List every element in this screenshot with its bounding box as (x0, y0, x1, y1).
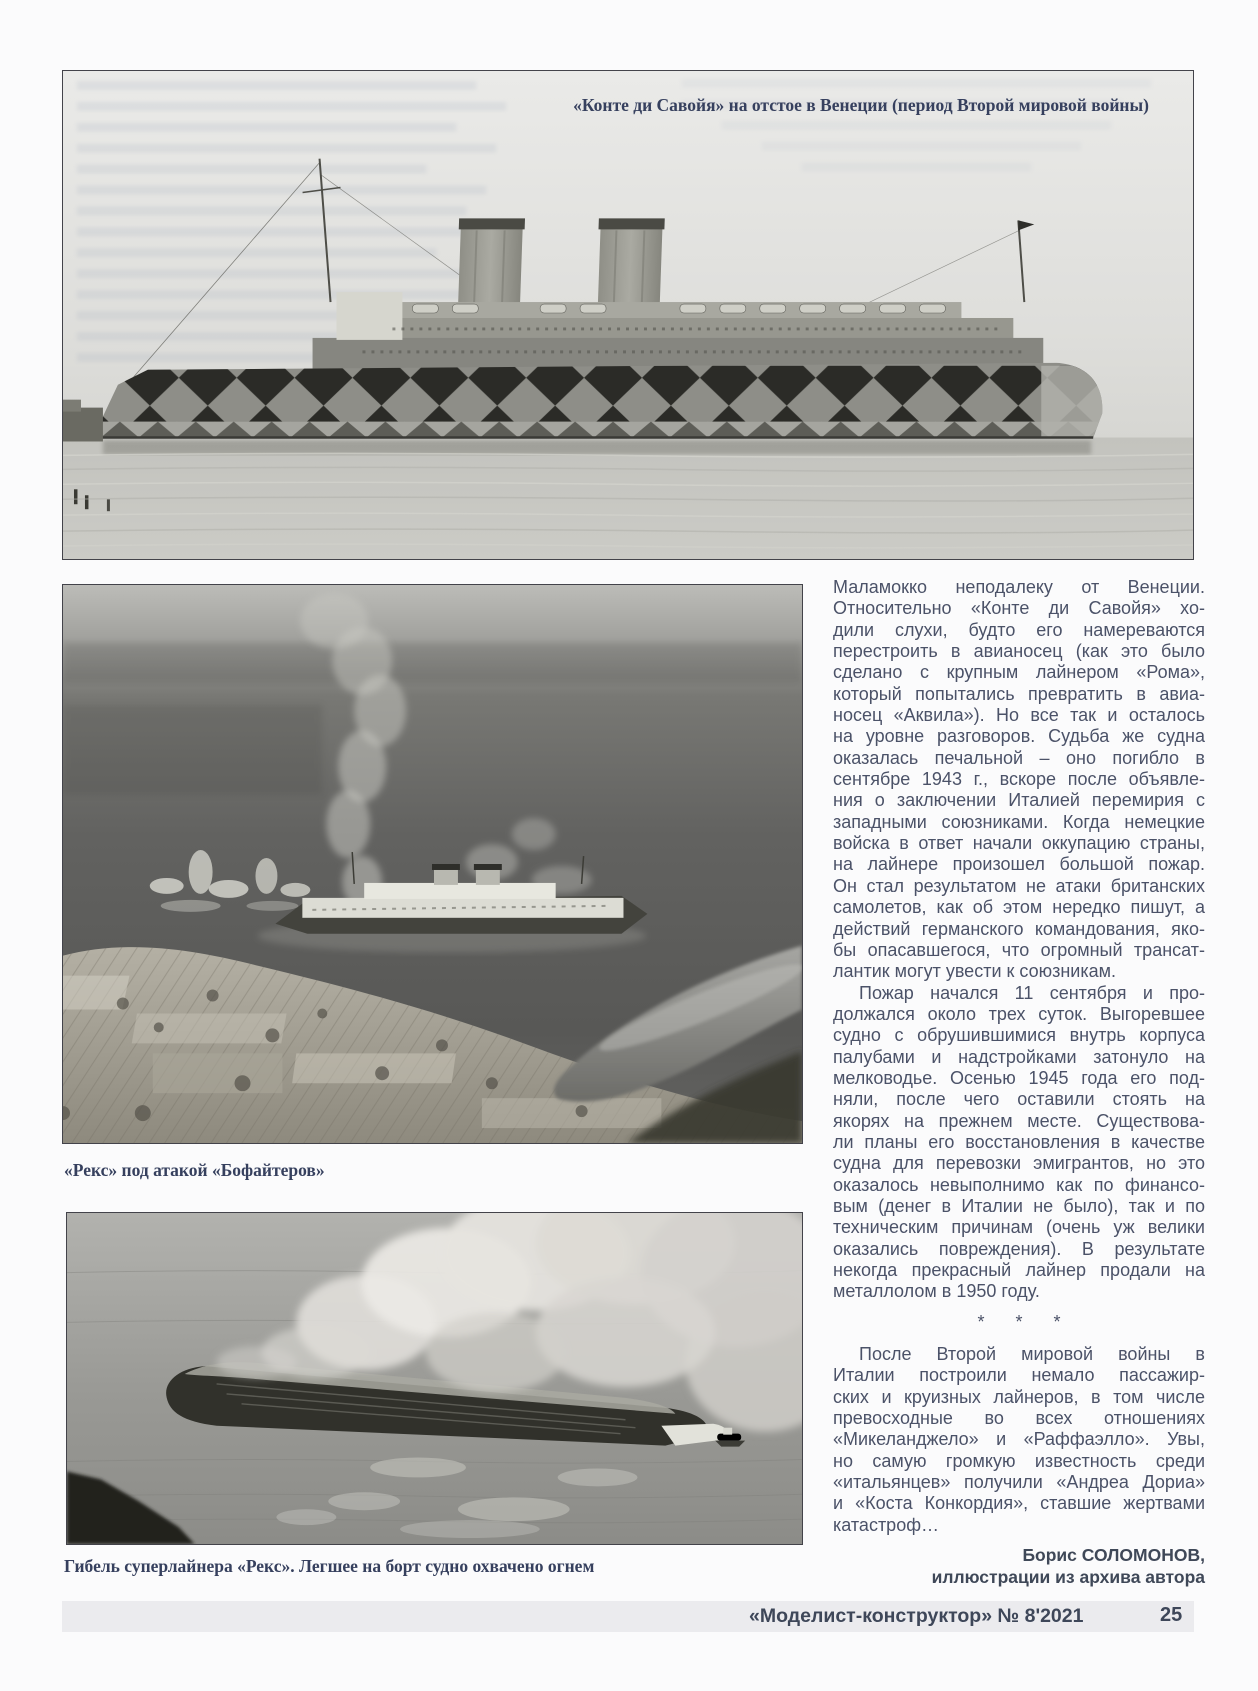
conte-di-savoia-illustration (63, 71, 1193, 559)
article-text-line: катастроф… (833, 1514, 940, 1535)
article-text-line: на уровне разговоров. Судьба же судна (833, 726, 1205, 747)
article-text-line: судна для перевозки эмигрантов, но это (833, 1153, 1205, 1174)
photo-conte-di-savoia (62, 70, 1194, 560)
footer-page-number: 25 (1160, 1604, 1183, 1626)
article-text-line: ли планы его восстановления в качестве (833, 1131, 1205, 1152)
article-text-line: некогда прекрасный лайнер продали на (833, 1260, 1205, 1280)
article-text-line: но самую громкую известность среди (833, 1450, 1205, 1471)
article-text-line: «итальянцев» получили «Андреа Дориа» (833, 1472, 1205, 1493)
article-text-line: бы опасавшегося, что огромный трансат- (833, 939, 1205, 960)
photo-bottom-caption: Гибель суперлайнера «Рекс». Легшее на борт судно охвачено огнем (64, 1556, 595, 1576)
author-block (833, 1544, 1205, 1588)
article-text-line: няли, после чего оставили стоять на (833, 1089, 1205, 1110)
article-text-line: и «Коста Конкордия», ставшие жертвами (833, 1493, 1205, 1514)
article-text-line: оказалась печальной – оно погибло в (833, 747, 1205, 768)
article-text-line: перестроить в авианосец (как это было (833, 641, 1205, 662)
article-text-line: должался около трех суток. Выгоревшее (833, 1003, 1205, 1024)
footer-magazine-title: «Моделист-конструктор» № 8'2021 (749, 1605, 1084, 1627)
section-separator: * * * (977, 1311, 1061, 1332)
author-line: Борис СОЛОМОНОВ, (1022, 1545, 1205, 1566)
article-text-line: ния о заключении Италией перемирия с (833, 790, 1205, 811)
article-text-line: Маламокко неподалеку от Венеции. (833, 577, 1205, 597)
article-text-line: техническим причинам (очень уж велики (833, 1217, 1205, 1238)
article-text-line: носец «Аквила»). Но все так и осталось (833, 705, 1205, 726)
article-text-line: вым (денег в Италии не было), так и по (833, 1195, 1205, 1216)
article-text-line: западными союзниками. Когда немецкие (833, 811, 1205, 832)
article-text-line: лантик могут увести к союзникам. (833, 961, 1116, 982)
photo-rex-burning (66, 1212, 803, 1545)
article-text-line: который попытались превратить в авиа- (833, 683, 1205, 704)
article-text-line: якорях на прежнем месте. Существова- (833, 1110, 1205, 1131)
article-text-line: оказались повреждения). В результате (833, 1238, 1205, 1259)
article-text-line: войска в ответ начали оккупацию страны, (833, 833, 1205, 854)
article-text-line: самолетов, как об этом нередко пишут, а (833, 897, 1205, 918)
photo-rex-under-attack (62, 584, 803, 1144)
article-text-line: сделано с крупным лайнером «Рома», (833, 662, 1205, 683)
author-line: иллюстрации из архива автора (931, 1567, 1205, 1588)
article-text-line: превосходные во всех отношениях (833, 1408, 1205, 1429)
article-text-line: дили слухи, будто его намереваются (833, 619, 1205, 640)
article-text-line: Италии построили немало пассажир- (833, 1365, 1205, 1386)
article-text-line: После Второй мировой войны в (859, 1344, 1205, 1365)
article-text-line: действий германского командования, яко- (833, 918, 1205, 939)
article-text-line: Относительно «Конте ди Савойя» хо- (833, 598, 1205, 619)
article-text-line: металлолом в 1950 году. (833, 1281, 1040, 1302)
article-text-line: судно с обрушившимися внутрь корпуса (833, 1025, 1205, 1046)
article-text-line: Пожар начался 11 сентября и про- (859, 982, 1205, 1003)
article-text-line: ских и круизных лайнеров, в том числе (833, 1386, 1205, 1407)
article-column (833, 577, 1205, 1588)
photo-top-caption: «Конте ди Савойя» на отстое в Венеции (период Второй мировой войны) (573, 95, 1149, 115)
article-lines (833, 577, 1205, 1536)
hull-reflection (103, 440, 1091, 454)
article-text-line: палубами и надстройками затонуло на (833, 1046, 1205, 1067)
rex-burning-illustration (67, 1213, 802, 1544)
article-text-line: сентябре 1943 г., вскоре после объявле- (833, 769, 1205, 790)
hull (88, 360, 1111, 440)
article-text-line: Он стал результатом не атаки британских (833, 875, 1205, 896)
rex-attack-illustration (63, 585, 802, 1143)
article-text-line: мелководье. Осенью 1945 года его под- (833, 1067, 1205, 1088)
photo-middle-caption: «Рекс» под атакой «Бофайтеров» (64, 1160, 325, 1180)
distant-shore (63, 643, 802, 683)
article-text-line: на лайнере произошел большой пожар. (833, 854, 1205, 875)
article-text-line: «Микеланджело» и «Раффаэлло». Увы, (833, 1429, 1205, 1450)
article-text-line: оказалось невыполнимо как по финансо- (833, 1174, 1205, 1195)
